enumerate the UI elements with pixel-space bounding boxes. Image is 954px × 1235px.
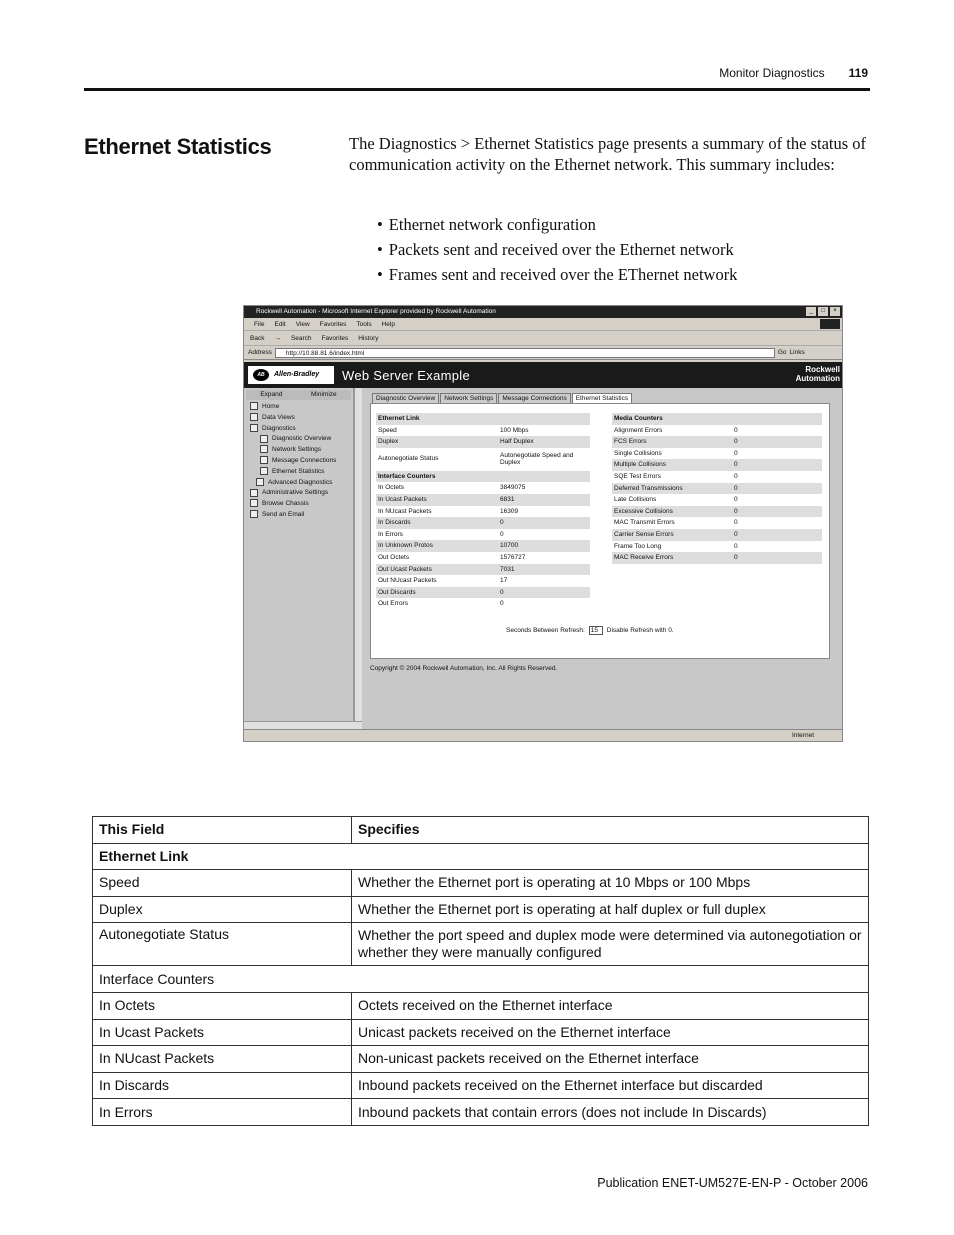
stat-label: SQE Test Errors	[614, 472, 661, 480]
table-cell-spec: Whether the Ethernet port is operating at 10 Mbps or 100 Mbps	[352, 870, 869, 897]
menu-bar	[244, 318, 842, 331]
windows-logo-icon	[820, 319, 840, 329]
browser-content	[244, 362, 843, 731]
stat-row	[376, 540, 590, 552]
stat-label: In NUcast Packets	[378, 507, 432, 515]
menu-favorites[interactable]: Favorites	[319, 321, 347, 328]
media-counters	[612, 413, 822, 564]
search-button[interactable]: Search	[290, 335, 312, 342]
allen-bradley-logo: AB Allen-Bradley	[248, 366, 334, 384]
rockwell-logo-line1: Rockwell	[805, 365, 840, 374]
table-row	[93, 1046, 869, 1073]
sidebar-item-send-email[interactable]: Send an Email	[244, 510, 353, 521]
stat-value: 3849075	[500, 484, 526, 492]
stat-value: 0	[734, 472, 738, 480]
table-cell-field: In Ucast Packets	[93, 1019, 352, 1046]
go-button[interactable]: Go	[777, 349, 787, 356]
forward-button[interactable]: →	[274, 335, 281, 342]
table-cell-field: In Octets	[93, 992, 352, 1019]
stat-label: MAC Transmit Errors	[614, 519, 675, 527]
stat-row	[376, 598, 590, 610]
stat-value: 10700	[500, 542, 519, 550]
table-cell-field: In NUcast Packets	[93, 1046, 352, 1073]
table-cell-spec: Octets received on the Ethernet interface	[352, 992, 869, 1019]
history-button[interactable]: History	[358, 335, 379, 342]
publication-footer: Publication ENET-UM527E-EN-P - October 2006	[597, 1176, 868, 1190]
stat-label: Autonegotiate Status	[378, 455, 439, 463]
stat-value: 0	[734, 484, 738, 492]
left-counters	[376, 413, 590, 610]
table-group-label: Ethernet Link	[93, 843, 869, 870]
stat-label: Out Errors	[378, 600, 408, 608]
table-row	[93, 1099, 869, 1126]
stat-row	[376, 482, 590, 494]
bullet-item: • Ethernet network configuration	[377, 215, 737, 240]
stat-row	[612, 494, 822, 506]
browser-status-bar	[244, 729, 843, 741]
table-header: Specifies	[352, 817, 869, 844]
stat-label: In Octets	[378, 484, 405, 492]
refresh-control	[506, 626, 674, 635]
stat-value: 0	[500, 588, 504, 596]
sidebar-item-home[interactable]: Home	[244, 402, 353, 413]
table-row	[93, 896, 869, 923]
stat-label: Alignment Errors	[614, 426, 663, 434]
stat-value: 0	[734, 554, 738, 562]
stat-value: 0	[500, 519, 504, 527]
field-spec-table	[92, 816, 869, 1126]
stat-label: In Unknown Protos	[378, 542, 433, 550]
stat-row	[376, 448, 590, 471]
bullet-item: • Frames sent and received over the EThernet network	[377, 265, 737, 290]
stat-value: 1576727	[500, 553, 526, 561]
window-title: Rockwell Automation - Microsoft Internet Explorer provided by Rockwell Automation	[256, 308, 496, 315]
refresh-label: Seconds Between Refresh:	[506, 627, 585, 634]
stat-label: In Discards	[378, 519, 411, 527]
stat-value: 0	[734, 542, 738, 550]
stat-label: Speed	[378, 426, 397, 434]
table-group-label: Interface Counters	[93, 966, 869, 993]
stat-label: Carrier Sense Errors	[614, 530, 674, 538]
stat-label: Out Discards	[378, 588, 416, 596]
table-cell-field: Speed	[93, 870, 352, 897]
stat-value: 0	[734, 530, 738, 538]
stat-label: In Ucast Packets	[378, 495, 427, 503]
stat-row	[612, 459, 822, 471]
address-bar	[244, 346, 842, 360]
stat-label: Out Ucast Packets	[378, 565, 432, 573]
group-title: Ethernet Link	[378, 415, 420, 422]
bullet-list	[377, 215, 737, 290]
stat-row	[376, 529, 590, 541]
links-button[interactable]: Links	[789, 349, 805, 356]
rockwell-logo-line2: Automation	[795, 374, 840, 383]
table-cell-spec: Inbound packets that contain errors (does not include In Discards)	[352, 1099, 869, 1126]
table-group-row	[93, 966, 869, 993]
table-row	[93, 923, 869, 966]
address-input[interactable]: http://10.88.81.6/index.html	[275, 348, 775, 358]
app-banner	[244, 362, 843, 388]
stat-row	[612, 436, 822, 448]
group-title: Media Counters	[614, 415, 663, 422]
tab-message-connections[interactable]: Message Connections	[498, 393, 570, 403]
stat-value: 100 Mbps	[500, 426, 529, 434]
stat-value: Autonegotiate Speed and Duplex	[500, 452, 574, 467]
stat-row	[612, 483, 822, 495]
stat-label: FCS Errors	[614, 438, 647, 446]
stat-value: 0	[734, 507, 738, 515]
stat-value: 0	[734, 438, 738, 446]
section-title: Ethernet Statistics	[84, 134, 272, 159]
intro-paragraph: The Diagnostics > Ethernet Statistics page presents a summary of the status of communication activity on the Ethernet network. This summary includes:	[349, 134, 867, 174]
sidebar-item-administrative-settings[interactable]: Administrative Settings	[244, 488, 353, 499]
stat-row	[376, 575, 590, 587]
sidebar-item-network-settings[interactable]: Network Settings	[244, 445, 353, 456]
stat-row	[376, 564, 590, 576]
close-icon[interactable]: ×	[830, 307, 840, 316]
address-label: Address	[248, 349, 272, 356]
menu-view[interactable]: View	[295, 321, 310, 328]
maximize-icon[interactable]: □	[818, 307, 828, 316]
stat-label: Late Collisions	[614, 496, 657, 504]
app-title: Web Server Example	[342, 368, 470, 383]
tab-ethernet-statistics[interactable]: Ethernet Statistics	[572, 393, 632, 403]
stat-row	[612, 506, 822, 518]
browser-toolbar	[244, 331, 842, 346]
stat-label: Excessive Collisions	[614, 507, 673, 515]
stat-row	[376, 552, 590, 564]
table-cell-field: In Errors	[93, 1099, 352, 1126]
stat-label: Single Collisions	[614, 449, 662, 457]
minimize-button[interactable]: Minimize	[311, 391, 337, 398]
stat-value: 0	[734, 461, 738, 469]
stat-value: 0	[734, 496, 738, 504]
table-cell-field: Duplex	[93, 896, 352, 923]
stat-value: 0	[500, 530, 504, 538]
stat-value: 0	[734, 449, 738, 457]
stat-label: Out Octets	[378, 553, 410, 561]
table-group-row	[93, 843, 869, 870]
stat-label: In Errors	[378, 530, 403, 538]
stat-row	[376, 587, 590, 599]
statistics-panel	[370, 403, 830, 659]
sidebar-item-diagnostics[interactable]: Diagnostics	[244, 424, 353, 435]
copyright-text: Copyright © 2004 Rockwell Automation, Inc. All Rights Reserved.	[370, 665, 558, 672]
table-cell-spec: Whether the Ethernet port is operating at half duplex or full duplex	[352, 896, 869, 923]
stat-label: Out NUcast Packets	[378, 577, 437, 585]
tab-diagnostic-overview[interactable]: Diagnostic Overview	[372, 393, 439, 403]
stat-row	[612, 541, 822, 553]
group-header	[612, 413, 822, 425]
page-number: 119	[848, 66, 868, 80]
header-rule	[84, 88, 870, 91]
stat-row	[612, 552, 822, 564]
sidebar-vertical-scrollbar[interactable]	[354, 388, 362, 721]
sidebar-item-browse-chassis[interactable]: Browse Chassis	[244, 499, 353, 510]
stat-label: MAC Receive Errors	[614, 554, 674, 562]
stat-row	[612, 471, 822, 483]
stat-value: 0	[500, 600, 504, 608]
window-titlebar	[244, 306, 842, 318]
status-zone: Internet	[791, 732, 814, 739]
nav-sidebar	[244, 388, 354, 721]
table-header-row	[93, 817, 869, 844]
stat-row	[612, 425, 822, 437]
stat-value: 0	[734, 519, 738, 527]
table-cell-spec: Non-unicast packets received on the Ethernet interface	[352, 1046, 869, 1073]
table-cell-spec: Unicast packets received on the Ethernet interface	[352, 1019, 869, 1046]
main-pane	[362, 388, 843, 731]
group-header	[376, 413, 590, 425]
table-row	[93, 870, 869, 897]
rockwell-logo	[796, 365, 840, 383]
sidebar-item-data-views[interactable]: Data Views	[244, 413, 353, 424]
refresh-input[interactable]: 15	[589, 626, 603, 635]
table-row	[93, 1072, 869, 1099]
expand-button[interactable]: Expand	[260, 391, 283, 398]
minimize-icon[interactable]: _	[806, 307, 816, 316]
stat-label: Deferred Transmissions	[614, 484, 683, 492]
menu-tools[interactable]: Tools	[356, 321, 372, 328]
table-cell-spec: Inbound packets received on the Ethernet interface but discarded	[352, 1072, 869, 1099]
table-row	[93, 1019, 869, 1046]
browser-screenshot	[243, 305, 843, 742]
sidebar-item-message-connections[interactable]: Message Connections	[244, 456, 353, 467]
sidebar-item-diagnostic-overview[interactable]: Diagnostic Overview	[244, 434, 353, 445]
favorites-button[interactable]: Favorites	[321, 335, 349, 342]
table-header: This Field	[93, 817, 352, 844]
stat-row	[376, 506, 590, 518]
sidebar-item-advanced-diagnostics[interactable]: Advanced Diagnostics	[244, 478, 353, 489]
header-section: Monitor Diagnostics	[719, 66, 825, 80]
stat-label: Duplex	[378, 438, 399, 446]
running-header	[719, 66, 868, 80]
group-title: Interface Counters	[378, 472, 436, 480]
table-cell-spec: Whether the port speed and duplex mode were determined via autonegotiation or whether they were manually configured	[352, 923, 869, 966]
stat-row	[376, 494, 590, 506]
back-button[interactable]: Back	[250, 335, 265, 342]
sidebar-item-ethernet-statistics[interactable]: Ethernet Statistics	[244, 467, 353, 478]
page-tabs	[372, 393, 633, 403]
stat-value: 16309	[500, 507, 519, 515]
refresh-note: Disable Refresh with 0.	[606, 627, 674, 634]
stat-row	[376, 517, 590, 529]
stat-value: Half Duplex	[500, 438, 534, 446]
table-row	[93, 992, 869, 1019]
bullet-item: • Packets sent and received over the Ethernet network	[377, 240, 737, 265]
group-header	[376, 471, 590, 483]
table-cell-field: In Discards	[93, 1072, 352, 1099]
menu-help[interactable]: Help	[381, 321, 395, 328]
stat-label: Multiple Collisions	[614, 461, 667, 469]
stat-row	[612, 517, 822, 529]
stat-label: Frame Too Long	[614, 542, 662, 550]
stat-value: 7031	[500, 565, 515, 573]
stat-value: 17	[500, 577, 508, 585]
stat-row	[376, 436, 590, 448]
table-cell-field: Autonegotiate Status	[93, 923, 352, 966]
stat-row	[612, 448, 822, 460]
stat-value: 0	[734, 426, 738, 434]
menu-file[interactable]: File	[254, 321, 265, 328]
stat-row	[612, 529, 822, 541]
stat-row	[376, 425, 590, 437]
menu-edit[interactable]: Edit	[274, 321, 286, 328]
stat-value: 6831	[500, 495, 515, 503]
tab-network-settings[interactable]: Network Settings	[440, 393, 497, 403]
